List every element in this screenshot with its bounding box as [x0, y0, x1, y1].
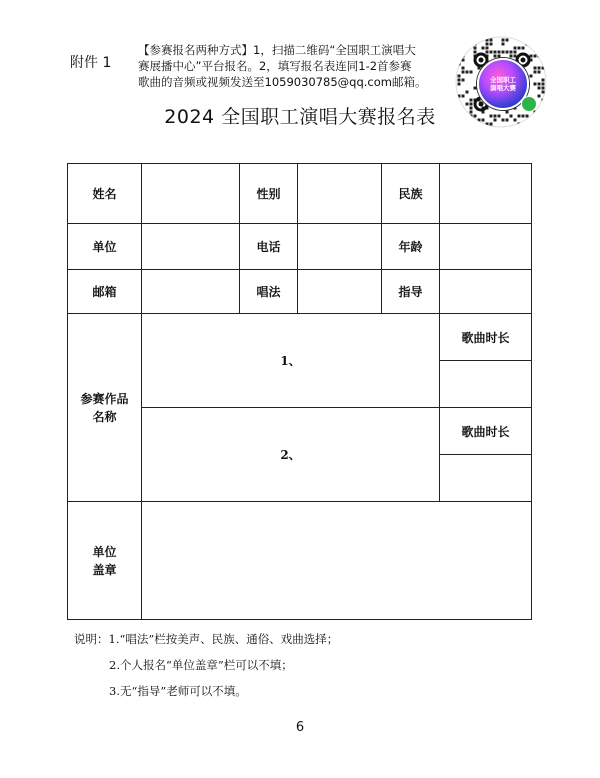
phone-input-cell[interactable]	[298, 224, 382, 270]
employer-input-cell[interactable]	[142, 224, 240, 270]
table-row	[68, 224, 532, 270]
duration-1-input-cell[interactable]	[440, 361, 532, 408]
instructor-input-cell[interactable]	[440, 270, 532, 314]
notice-line: 歌曲的音频或视频发送至1059030785@qq.com邮箱。	[138, 75, 427, 89]
attachment-label: 附件 1	[70, 55, 112, 71]
age-input-cell[interactable]	[440, 224, 532, 270]
name-input-cell[interactable]	[142, 164, 240, 224]
duration-2-input-cell[interactable]	[440, 455, 532, 502]
notice-line: 赛展播中心”平台报名。2，填写报名表连同1-2首参赛	[138, 59, 412, 73]
singing-style-input-cell[interactable]	[298, 270, 382, 314]
entry-2-cell[interactable]: 2、	[142, 408, 440, 502]
note-line: 3.无“指导”老师可以不填。	[109, 684, 247, 698]
qr-center-logo: 全国职工 演唱大赛	[477, 58, 529, 110]
gender-input-cell[interactable]	[298, 164, 382, 224]
notice-line: 【参赛报名两种方式】1，扫描二维码“全国职工演唱大	[138, 43, 416, 57]
label-phone: 电话	[240, 224, 298, 270]
note-line: 说明：1.“唱法”栏按美声、民族、通俗、戏曲选择；	[74, 632, 339, 646]
label-age: 年龄	[382, 224, 440, 270]
email-input-cell[interactable]	[142, 270, 240, 314]
label-name: 姓名	[68, 164, 142, 224]
label-duration-1: 歌曲时长	[440, 314, 532, 361]
label-instructor: 指导	[382, 270, 440, 314]
label-entry-works: 参赛作品 名称	[68, 314, 142, 502]
notes	[74, 626, 338, 704]
label-ethnicity: 民族	[382, 164, 440, 224]
ethnicity-input-cell[interactable]	[440, 164, 532, 224]
page-number: 6	[295, 720, 305, 735]
table-row	[68, 164, 532, 224]
page-title: 2024 全国职工演唱大赛报名表	[164, 106, 436, 128]
label-unit-stamp: 单位 盖章	[68, 502, 142, 620]
unit-stamp-cell[interactable]	[142, 502, 532, 620]
registration-notice	[138, 42, 443, 90]
label-employer: 单位	[68, 224, 142, 270]
label-email: 邮箱	[68, 270, 142, 314]
table-row	[68, 270, 532, 314]
label-duration-2: 歌曲时长	[440, 408, 532, 455]
table-row	[68, 314, 532, 361]
registration-form-table	[67, 163, 532, 620]
label-gender: 性别	[240, 164, 298, 224]
entry-1-cell[interactable]: 1、	[142, 314, 440, 408]
note-line: 2.个人报名“单位盖章”栏可以不填；	[109, 658, 293, 672]
table-row	[68, 502, 532, 620]
label-singing-style: 唱法	[240, 270, 298, 314]
